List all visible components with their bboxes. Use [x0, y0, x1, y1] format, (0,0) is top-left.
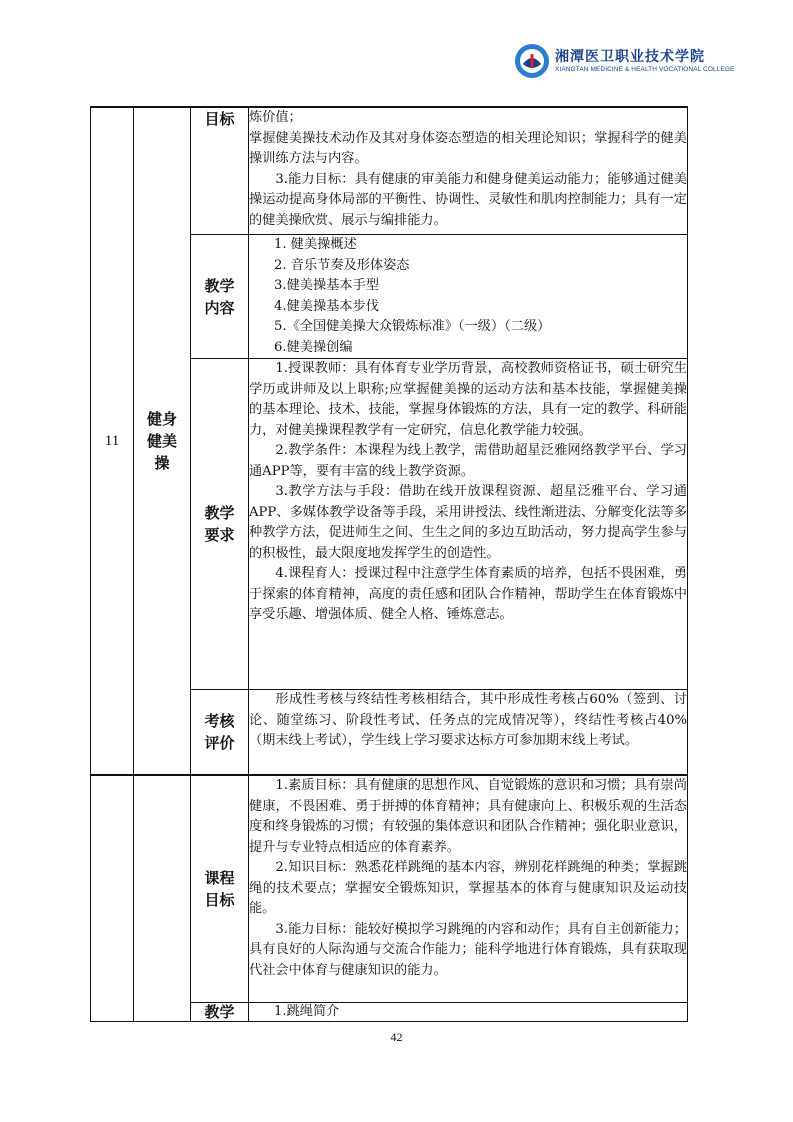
row-number: 11	[91, 107, 134, 775]
college-name-en: XIANGTAN MEDICINE & HEALTH VOCATIONAL COLLEGE	[555, 66, 735, 73]
assessment-label: 考核评价	[191, 690, 249, 776]
table-row	[91, 775, 688, 1003]
teaching-label-partial: 教学	[191, 1003, 249, 1022]
college-emblem-icon	[513, 42, 551, 80]
teaching-requirement-content: 1.授课教师：具有体育专业学历背景，高校教师资格证书，硕士研究生学历或讲师及以上职称;应掌握健美操的运动方法和基本技能，掌握健美操的基本理论、技术、技能，掌握身体锻炼的方法，具有一定的教学、科研能力，对健美操课程教学有一定研究，信息化教学能力较强。 2.教学条件：本课程为线上教学，需借助超星泛雅网络教学平台、学习通APP等，要有丰富的线上教学资源。 3.教学方法与手段：借助在线开放课程资源、超星泛雅平台、学习通APP、多媒体教学设备等手段，采用讲授法、线性渐进法、分解变化法等多种教学方法，促进师生之间、生生之间的多边互助活动，努力提高学生参与的积极性，最大限度地发挥学生的创造性。 4.课程育人：授课过程中注意学生体育素质的培养，包括不畏困难，勇于探索的体育精神，高度的责任感和团队合作精神，帮助学生在体育锻炼中享受乐趣、增强体质、健全人格、锤炼意志。	[249, 359, 688, 690]
teaching-content-list: 1. 健美操概述 2. 音乐节奏及形体姿态 3.健美操基本手型 4.健美操基本步伐 5.《全国健美操大众锻炼标准》（一级）（二级） 6.健美操创编	[249, 235, 688, 359]
table-row	[91, 107, 688, 235]
course-table	[90, 106, 688, 1022]
course-name: 健身健美操	[134, 107, 191, 775]
assessment-content: 形成性考核与终结性考核相结合，其中形成性考核占60%（签到、讨论、随堂练习、阶段性考试、任务点的完成情况等），终结性考核占40%（期末线上考试），学生线上学习要求达标方可参加期末线上考试。	[249, 690, 688, 776]
course-goal-label: 课程目标	[191, 775, 249, 1003]
teaching-content-label: 教学内容	[191, 235, 249, 359]
goal-content: 炼价值； 掌握健美操技术动作及其对身体姿态塑造的相关理论知识；掌握科学的健美操训练方法与内容。 3.能力目标：具有健康的审美能力和健身健美运动能力；能够通过健美操运动提高身体局部的平衡性、协调性、灵敏性和肌肉控制能力；具有一定的健美操欣赏、展示与编排能力。	[249, 107, 688, 235]
teaching-content-partial: 1.跳绳简介	[249, 1003, 688, 1022]
course-goal-content: 1.素质目标：具有健康的思想作风、自觉锻炼的意识和习惯；具有崇尚健康，不畏困难、勇于拼搏的体育精神；具有健康向上、积极乐观的生活态度和终身锻炼的习惯；有较强的集体意识和团队合作精神；强化职业意识，提升与专业特点相适应的体育素养。 2.知识目标：熟悉花样跳绳的基本内容，辨别花样跳绳的种类；掌握跳绳的技术要点；掌握安全锻炼知识，掌握基本的体育与健康知识及运动技能。 3.能力目标：能较好模拟学习跳绳的内容和动作；具有自主创新能力；具有良好的人际沟通与交流合作能力；能科学地进行体育锻炼，具有获取现代社会中体育与健康知识的能力。	[249, 775, 688, 1003]
page-number: 42	[390, 1030, 403, 1044]
row-number-empty	[91, 775, 134, 1022]
college-logo	[513, 42, 735, 82]
college-name-cn: 湘潭医卫职业技术学院	[555, 49, 705, 65]
course-name-empty	[134, 775, 191, 1022]
goal-label: 目标	[191, 107, 249, 235]
teaching-requirement-label: 教学要求	[191, 359, 249, 690]
